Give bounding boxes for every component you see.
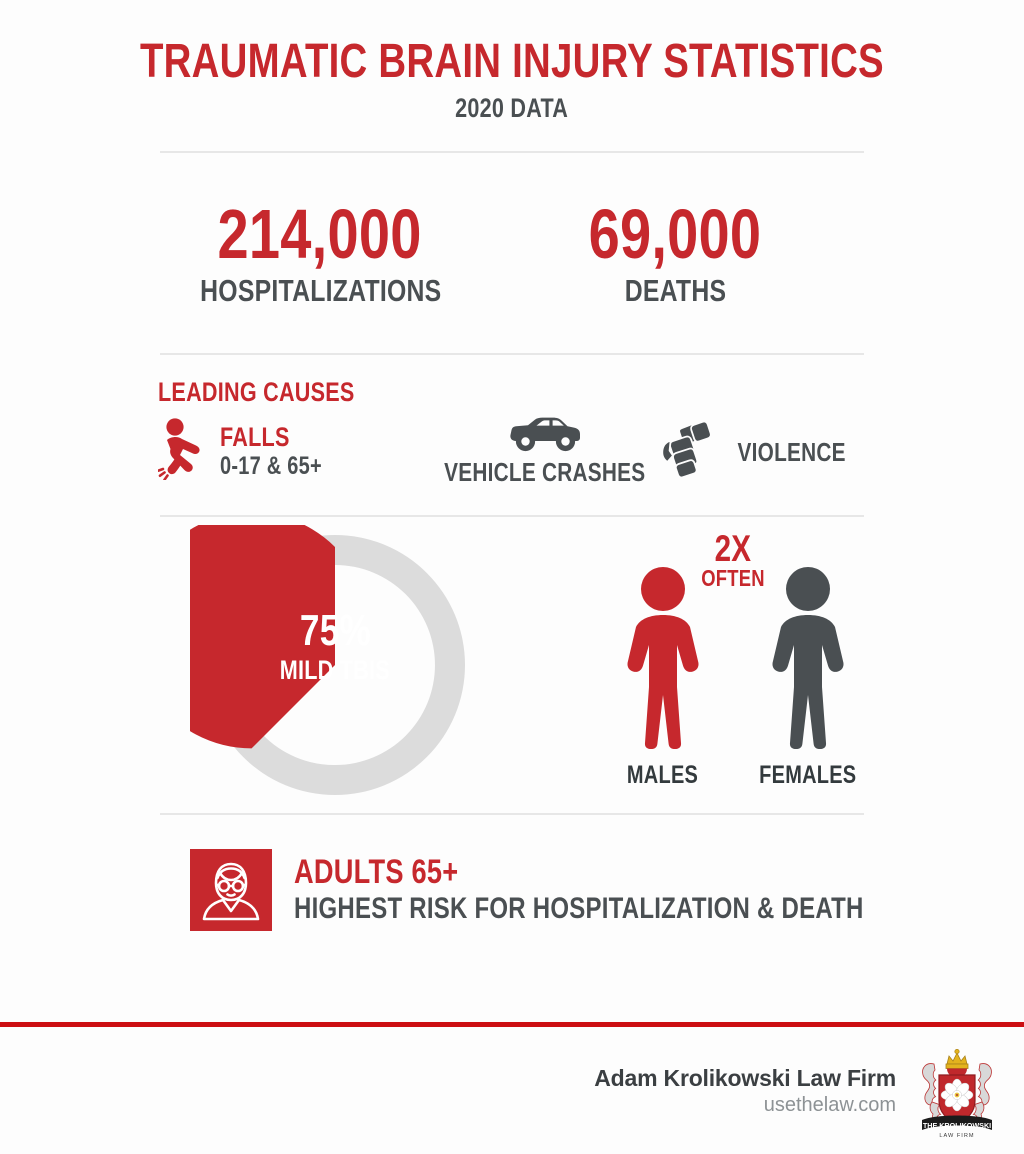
multiplier-frequency: OFTEN: [701, 565, 765, 591]
adults-risk-text: [294, 854, 1006, 926]
gender-label-females: FEMALES: [758, 761, 857, 789]
adults-title: ADULTS 65+: [294, 853, 459, 891]
severity-and-gender-section: [0, 517, 1024, 813]
falling-person-icon: [158, 418, 210, 485]
fist-icon: [660, 420, 716, 483]
adults-subtitle: HIGHEST RISK FOR HOSPITALIZATION & DEATH: [294, 892, 864, 925]
elderly-person-icon: [190, 849, 272, 931]
crest-banner-bottom: LAW FIRM: [939, 1132, 975, 1138]
cause-vehicle-crashes: [430, 417, 660, 486]
stat-value: 69,000: [588, 195, 762, 273]
severity-caption: MILD TBIS: [279, 655, 391, 685]
male-person-icon: [623, 736, 703, 753]
female-person-icon: [768, 736, 848, 753]
crest-banner: [922, 1115, 992, 1130]
adults-risk-section: [0, 815, 1024, 965]
footer: [0, 1027, 1024, 1154]
severity-pie-chart: [190, 525, 480, 805]
stat-label: HOSPITALIZATIONS: [200, 273, 442, 308]
header: [0, 0, 1024, 124]
severity-percent: 75%: [299, 606, 371, 655]
leading-causes-section: [0, 355, 1024, 515]
firm-name: Adam Krolikowski Law Firm: [594, 1065, 896, 1091]
cause-title: FALLS: [220, 422, 290, 452]
page-title: TRAUMATIC BRAIN INJURY STATISTICS: [140, 35, 884, 88]
gender-column-females: [735, 565, 880, 788]
multiplier-value: 2X: [714, 528, 752, 569]
car-icon: [508, 417, 582, 458]
key-statistics: [0, 153, 1024, 353]
firm-website[interactable]: usethelaw.com: [763, 1094, 896, 1116]
cause-violence: [660, 420, 870, 483]
law-firm-crest-logo: [914, 1044, 1000, 1138]
leading-causes-row: [158, 417, 1024, 486]
footer-text: [594, 1064, 896, 1117]
gender-label-males: MALES: [626, 761, 699, 789]
cause-title: VIOLENCE: [737, 436, 846, 467]
stat-deaths: [520, 197, 830, 309]
cause-falls-text: [220, 423, 347, 480]
cause-title: VEHICLE CRASHES: [444, 457, 646, 487]
crown: [946, 1049, 968, 1068]
cause-falls: [158, 418, 430, 485]
gender-comparison: [590, 525, 880, 805]
page-subtitle: 2020 DATA: [455, 93, 569, 123]
cause-subtitle: 0-17 & 65+: [220, 452, 322, 480]
leading-causes-heading: LEADING CAUSES: [158, 377, 355, 407]
gender-column-males: [590, 565, 735, 788]
stat-label: DEATHS: [624, 273, 726, 308]
stat-hospitalizations: [170, 197, 470, 309]
stat-value: 214,000: [217, 195, 423, 273]
crest-banner-top: THE KROLIKOWSKI: [922, 1120, 992, 1130]
gender-figures: [590, 565, 880, 788]
pie-chart-svg: [190, 525, 480, 805]
